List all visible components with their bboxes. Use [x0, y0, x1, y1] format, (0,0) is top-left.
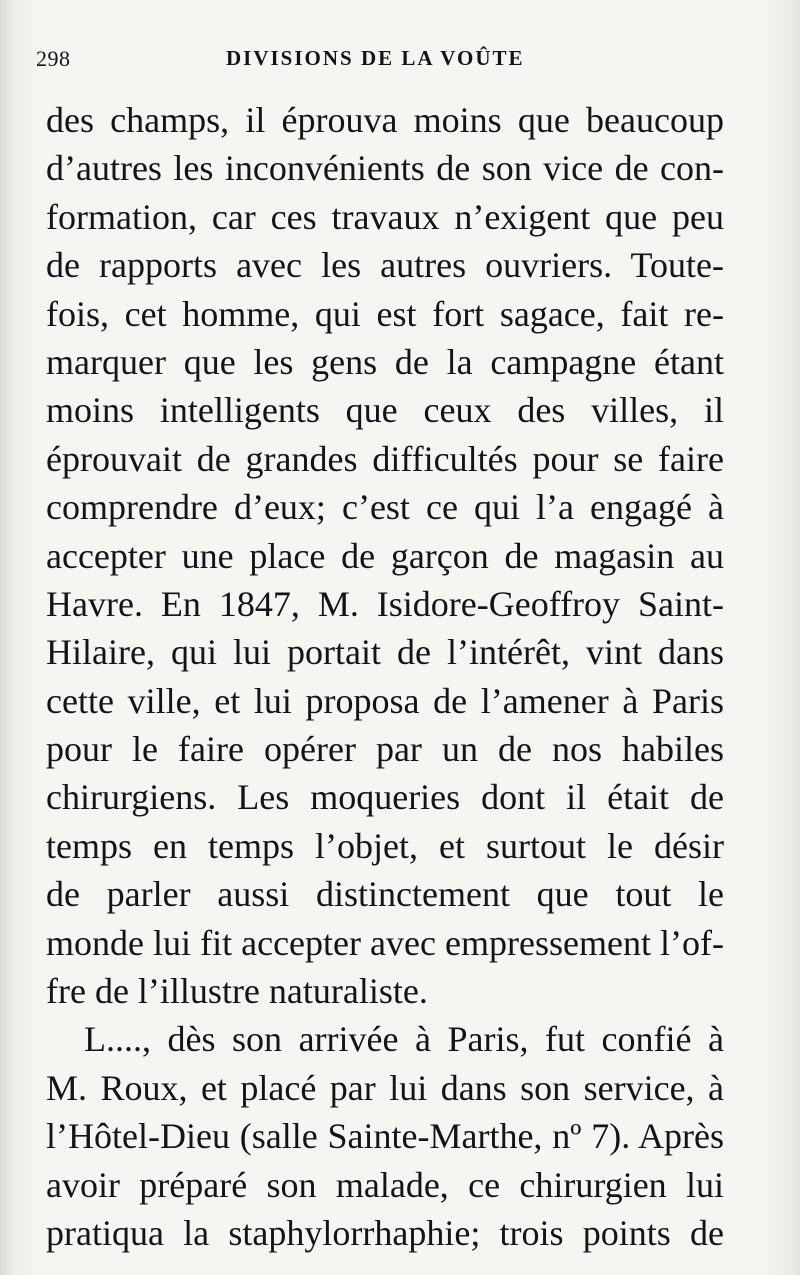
running-head: DIVISIONS DE LA VOÛTE	[226, 46, 525, 70]
text-line: Hilaire, qui lui portait de l’intérêt, vint dans	[46, 632, 724, 673]
text-line: comprendre d’eux; c’est ce qui l’a engagé à	[46, 487, 724, 528]
text-line: cette ville, et lui proposa de l’amener à Paris	[46, 680, 724, 721]
text-line: avoir préparé son malade, ce chirurgien lui	[46, 1164, 724, 1205]
text-line: fois, cet homme, qui est fort sagace, fait re-	[46, 293, 724, 334]
page-number: 298	[36, 46, 71, 71]
text-line: moins intelligents que ceux des villes, il	[46, 390, 724, 431]
text-line: pratiqua la staphylorrhaphie; trois points de	[46, 1212, 724, 1253]
text-line: temps en temps l’objet, et surtout le désir	[46, 825, 724, 866]
text-line: éprouvait de grandes difficultés pour se faire	[46, 438, 724, 479]
text-line: monde lui fit accepter avec empressement l’of-	[46, 922, 724, 963]
text-line: fre de l’illustre naturaliste.	[46, 971, 428, 1012]
body-text	[46, 96, 724, 1257]
text-line: Havre. En 1847, M. Isidore-Geoffroy Saint-	[46, 583, 724, 624]
text-line: formation, car ces travaux n’exigent que peu	[46, 196, 724, 237]
text-line: des champs, il éprouva moins que beaucoup	[46, 100, 724, 140]
text-line: marquer que les gens de la campagne étant	[46, 341, 724, 382]
text-line: de parler aussi distinctement que tout le	[46, 874, 724, 915]
text-line: accepter une place de garçon de magasin au	[46, 535, 724, 576]
text-line: d’autres les inconvénients de son vice de con-	[46, 148, 724, 189]
page-header	[36, 42, 736, 78]
text-line: de rapports avec les autres ouvriers. Toute-	[46, 245, 724, 286]
text-line: M. Roux, et placé par lui dans son service, à	[46, 1067, 724, 1108]
text-line: pour le faire opérer par un de nos habiles	[46, 729, 724, 770]
text-line: chirurgiens. Les moqueries dont il était de	[46, 777, 724, 818]
text-line: l’Hôtel-Dieu (salle Sainte-Marthe, nº 7). Après	[46, 1116, 724, 1157]
text-line: L...., dès son arrivée à Paris, fut confié à	[84, 1019, 724, 1060]
